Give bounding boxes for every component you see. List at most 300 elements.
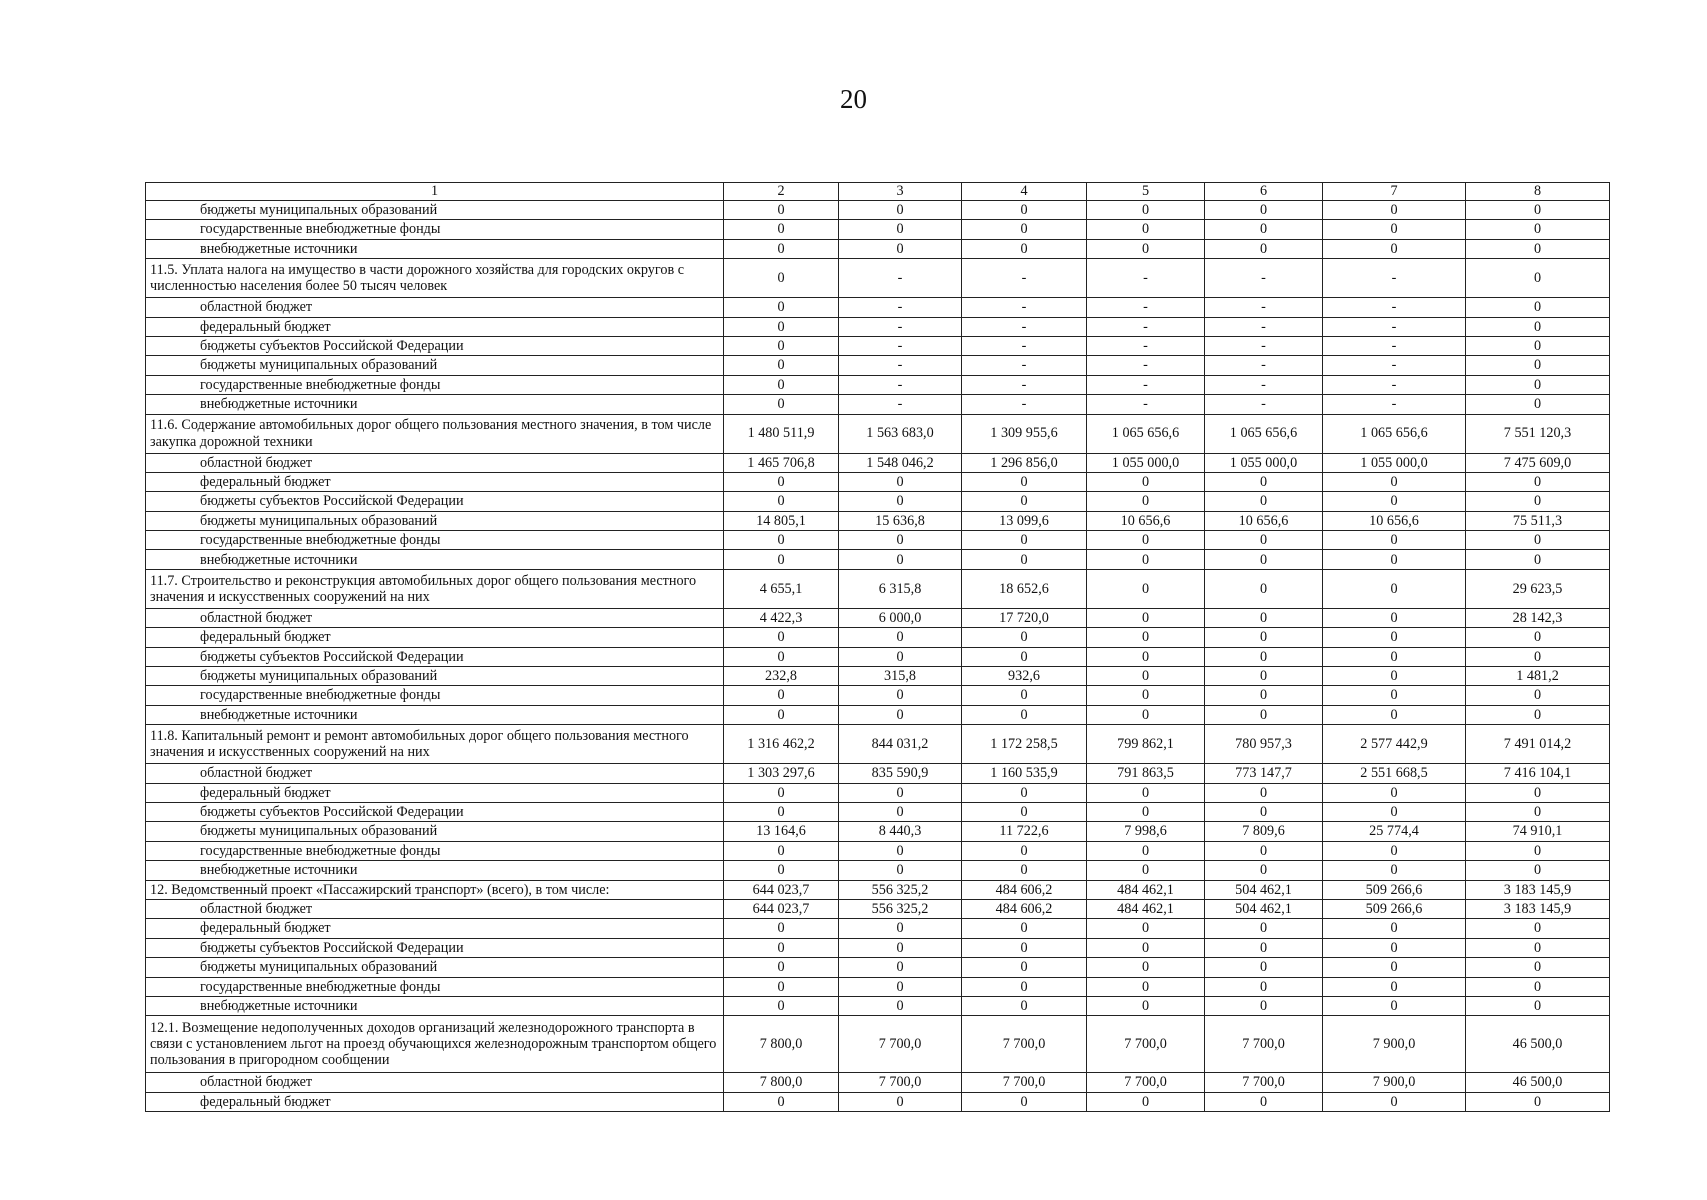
value-cell: 18 652,6 <box>962 569 1087 608</box>
value-cell: - <box>962 356 1087 375</box>
value-cell: 1 065 656,6 <box>1205 414 1323 453</box>
value-cell: 0 <box>724 375 839 394</box>
value-cell: 7 700,0 <box>962 1016 1087 1073</box>
value-cell: 0 <box>1205 861 1323 880</box>
table-row-subitem <box>146 705 1610 724</box>
value-cell: 0 <box>1087 550 1205 569</box>
value-cell: 0 <box>1087 239 1205 258</box>
value-cell: 0 <box>1323 220 1466 239</box>
value-cell: 0 <box>1205 958 1323 977</box>
row-label: федеральный бюджет <box>146 472 724 491</box>
value-cell: 0 <box>724 317 839 336</box>
value-cell: - <box>839 375 962 394</box>
row-label: 11.8. Капитальный ремонт и ремонт автомобильных дорог общего пользования местного значения и искусственных сооружений на них <box>146 725 724 764</box>
value-cell: - <box>1323 298 1466 317</box>
value-cell: 0 <box>724 705 839 724</box>
value-cell: 7 491 014,2 <box>1466 725 1610 764</box>
table-row-subitem <box>146 977 1610 996</box>
table-row-subitem <box>146 996 1610 1015</box>
value-cell: 0 <box>1466 958 1610 977</box>
value-cell: 7 800,0 <box>724 1016 839 1073</box>
row-label: 11.7. Строительство и реконструкция автомобильных дорог общего пользования местного значения и искусственных сооружений на них <box>146 569 724 608</box>
value-cell: 7 416 104,1 <box>1466 764 1610 783</box>
value-cell: 0 <box>1087 977 1205 996</box>
value-cell: 0 <box>1466 686 1610 705</box>
row-label: бюджеты муниципальных образований <box>146 667 724 686</box>
row-label: федеральный бюджет <box>146 783 724 802</box>
value-cell: 1 481,2 <box>1466 667 1610 686</box>
value-cell: 0 <box>839 550 962 569</box>
value-cell: 14 805,1 <box>724 511 839 530</box>
value-cell: 0 <box>1466 996 1610 1015</box>
value-cell: 0 <box>1205 492 1323 511</box>
value-cell: 1 309 955,6 <box>962 414 1087 453</box>
table-row-item <box>146 569 1610 608</box>
table-row-item <box>146 259 1610 298</box>
table-row-subitem <box>146 899 1610 918</box>
value-cell: 0 <box>724 938 839 957</box>
row-label: внебюджетные источники <box>146 395 724 414</box>
column-number: 3 <box>839 183 962 201</box>
value-cell: 0 <box>1205 841 1323 860</box>
value-cell: 0 <box>1466 919 1610 938</box>
value-cell: 0 <box>724 977 839 996</box>
value-cell: 0 <box>839 239 962 258</box>
value-cell: 1 303 297,6 <box>724 764 839 783</box>
value-cell: - <box>1087 317 1205 336</box>
value-cell: 0 <box>1087 861 1205 880</box>
value-cell: 1 465 706,8 <box>724 453 839 472</box>
value-cell: 0 <box>1323 201 1466 220</box>
value-cell: 0 <box>1466 938 1610 957</box>
value-cell: 0 <box>839 1092 962 1111</box>
value-cell: 1 296 856,0 <box>962 453 1087 472</box>
value-cell: 0 <box>1087 686 1205 705</box>
value-cell: 7 700,0 <box>839 1016 962 1073</box>
value-cell: 74 910,1 <box>1466 822 1610 841</box>
table-row-subitem <box>146 822 1610 841</box>
row-label: бюджеты субъектов Российской Федерации <box>146 938 724 957</box>
value-cell: 17 720,0 <box>962 608 1087 627</box>
value-cell: 0 <box>1466 977 1610 996</box>
value-cell: - <box>1323 317 1466 336</box>
table-row-subitem <box>146 492 1610 511</box>
value-cell: 7 900,0 <box>1323 1016 1466 1073</box>
row-label: областной бюджет <box>146 764 724 783</box>
value-cell: 25 774,4 <box>1323 822 1466 841</box>
value-cell: - <box>1087 259 1205 298</box>
value-cell: 0 <box>1466 472 1610 491</box>
value-cell: 0 <box>724 492 839 511</box>
value-cell: 0 <box>1087 201 1205 220</box>
value-cell: 0 <box>1466 336 1610 355</box>
value-cell: 0 <box>1205 705 1323 724</box>
value-cell: 0 <box>1205 569 1323 608</box>
value-cell: 0 <box>1205 1092 1323 1111</box>
value-cell: 556 325,2 <box>839 880 962 899</box>
table-row-subitem <box>146 938 1610 957</box>
table-row-subitem <box>146 356 1610 375</box>
value-cell: 0 <box>962 705 1087 724</box>
value-cell: 835 590,9 <box>839 764 962 783</box>
value-cell: 28 142,3 <box>1466 608 1610 627</box>
value-cell: 0 <box>1466 861 1610 880</box>
table-row-subitem <box>146 472 1610 491</box>
table-row-subitem <box>146 550 1610 569</box>
value-cell: 7 700,0 <box>1205 1016 1323 1073</box>
table-row-subitem <box>146 1092 1610 1111</box>
value-cell: 0 <box>962 531 1087 550</box>
value-cell: - <box>962 298 1087 317</box>
row-label: бюджеты муниципальных образований <box>146 511 724 530</box>
value-cell: 0 <box>1205 550 1323 569</box>
row-label: бюджеты муниципальных образований <box>146 201 724 220</box>
value-cell: 0 <box>1087 667 1205 686</box>
value-cell: 0 <box>962 919 1087 938</box>
value-cell: 0 <box>1087 492 1205 511</box>
value-cell: - <box>1205 375 1323 394</box>
value-cell: 0 <box>1466 705 1610 724</box>
row-label: государственные внебюджетные фонды <box>146 841 724 860</box>
value-cell: 1 065 656,6 <box>1323 414 1466 453</box>
table-row-subitem <box>146 336 1610 355</box>
value-cell: 0 <box>962 938 1087 957</box>
value-cell: - <box>839 336 962 355</box>
value-cell: 0 <box>724 336 839 355</box>
value-cell: 315,8 <box>839 667 962 686</box>
value-cell: 0 <box>1323 977 1466 996</box>
value-cell: 7 700,0 <box>839 1073 962 1092</box>
value-cell: 0 <box>962 977 1087 996</box>
value-cell: 0 <box>724 919 839 938</box>
table-row-subitem <box>146 647 1610 666</box>
value-cell: 0 <box>1323 686 1466 705</box>
table-row-subitem <box>146 375 1610 394</box>
value-cell: 0 <box>1466 550 1610 569</box>
table-row-subitem <box>146 395 1610 414</box>
value-cell: 0 <box>1205 977 1323 996</box>
value-cell: 0 <box>962 861 1087 880</box>
row-label: областной бюджет <box>146 453 724 472</box>
row-label: государственные внебюджетные фонды <box>146 220 724 239</box>
value-cell: 484 606,2 <box>962 880 1087 899</box>
value-cell: 0 <box>724 395 839 414</box>
value-cell: 0 <box>1087 1092 1205 1111</box>
value-cell: - <box>1205 336 1323 355</box>
value-cell: 7 700,0 <box>1087 1016 1205 1073</box>
value-cell: 0 <box>724 259 839 298</box>
row-label: 11.5. Уплата налога на имущество в части дорожного хозяйства для городских округов с численностью населения более 50 тысяч человек <box>146 259 724 298</box>
value-cell: 0 <box>962 783 1087 802</box>
value-cell: 7 700,0 <box>962 1073 1087 1092</box>
value-cell: 0 <box>1323 647 1466 666</box>
row-label: областной бюджет <box>146 1073 724 1092</box>
value-cell: - <box>1323 375 1466 394</box>
value-cell: 0 <box>1205 667 1323 686</box>
value-cell: 0 <box>1205 239 1323 258</box>
value-cell: 799 862,1 <box>1087 725 1205 764</box>
value-cell: - <box>1087 395 1205 414</box>
value-cell: - <box>1323 395 1466 414</box>
value-cell: 0 <box>1205 919 1323 938</box>
value-cell: 0 <box>1205 996 1323 1015</box>
value-cell: 556 325,2 <box>839 899 962 918</box>
value-cell: 0 <box>1323 958 1466 977</box>
row-label: государственные внебюджетные фонды <box>146 375 724 394</box>
table-row-subitem <box>146 764 1610 783</box>
value-cell: 46 500,0 <box>1466 1016 1610 1073</box>
table-row-item <box>146 414 1610 453</box>
column-number: 1 <box>146 183 724 201</box>
value-cell: 8 440,3 <box>839 822 962 841</box>
value-cell: 0 <box>1466 375 1610 394</box>
value-cell: 0 <box>1466 317 1610 336</box>
value-cell: 0 <box>1205 531 1323 550</box>
value-cell: 0 <box>1087 531 1205 550</box>
value-cell: 10 656,6 <box>1205 511 1323 530</box>
value-cell: 0 <box>724 220 839 239</box>
value-cell: 0 <box>1323 239 1466 258</box>
value-cell: 0 <box>1466 783 1610 802</box>
row-label: бюджеты муниципальных образований <box>146 822 724 841</box>
value-cell: 3 183 145,9 <box>1466 899 1610 918</box>
value-cell: 0 <box>962 841 1087 860</box>
value-cell: 0 <box>962 220 1087 239</box>
value-cell: 0 <box>1205 938 1323 957</box>
value-cell: 1 480 511,9 <box>724 414 839 453</box>
table-row-item <box>146 725 1610 764</box>
value-cell: 509 266,6 <box>1323 880 1466 899</box>
value-cell: 0 <box>724 647 839 666</box>
value-cell: 0 <box>1087 472 1205 491</box>
value-cell: 0 <box>1087 841 1205 860</box>
budget-table <box>145 182 1610 1112</box>
value-cell: 0 <box>1323 705 1466 724</box>
value-cell: 0 <box>839 996 962 1015</box>
value-cell: 0 <box>1323 802 1466 821</box>
value-cell: 0 <box>839 686 962 705</box>
value-cell: - <box>962 317 1087 336</box>
value-cell: - <box>1205 298 1323 317</box>
table-row-subitem <box>146 919 1610 938</box>
value-cell: 0 <box>724 958 839 977</box>
value-cell: 0 <box>1466 259 1610 298</box>
value-cell: - <box>1323 259 1466 298</box>
value-cell: 0 <box>839 861 962 880</box>
value-cell: - <box>839 259 962 298</box>
row-label: внебюджетные источники <box>146 239 724 258</box>
table-row-subitem <box>146 317 1610 336</box>
column-number: 4 <box>962 183 1087 201</box>
value-cell: - <box>1205 259 1323 298</box>
value-cell: 484 606,2 <box>962 899 1087 918</box>
value-cell: 1 172 258,5 <box>962 725 1087 764</box>
row-label: внебюджетные источники <box>146 861 724 880</box>
value-cell: 0 <box>1087 802 1205 821</box>
value-cell: 0 <box>962 647 1087 666</box>
value-cell: 0 <box>962 628 1087 647</box>
value-cell: - <box>1323 336 1466 355</box>
value-cell: 0 <box>839 919 962 938</box>
value-cell: 773 147,7 <box>1205 764 1323 783</box>
value-cell: 0 <box>1205 472 1323 491</box>
value-cell: 1 316 462,2 <box>724 725 839 764</box>
value-cell: 0 <box>839 492 962 511</box>
row-label: федеральный бюджет <box>146 1092 724 1111</box>
value-cell: 0 <box>962 201 1087 220</box>
value-cell: - <box>839 298 962 317</box>
table-row-subitem <box>146 453 1610 472</box>
value-cell: 0 <box>1466 220 1610 239</box>
value-cell: 780 957,3 <box>1205 725 1323 764</box>
value-cell: 0 <box>1466 802 1610 821</box>
row-label: 12.1. Возмещение недополученных доходов организаций железнодорожного транспорта в связи с установлением льгот на проезд обучающихся железнодорожным транспортом общего пользования в пригородном сообщении <box>146 1016 724 1073</box>
value-cell: - <box>962 375 1087 394</box>
value-cell: 0 <box>1466 239 1610 258</box>
table-row-subitem <box>146 608 1610 627</box>
table-row-subitem <box>146 958 1610 977</box>
value-cell: 0 <box>1087 220 1205 239</box>
value-cell: 29 623,5 <box>1466 569 1610 608</box>
value-cell: - <box>1087 298 1205 317</box>
value-cell: 0 <box>1323 1092 1466 1111</box>
value-cell: 0 <box>1323 861 1466 880</box>
value-cell: 0 <box>1323 628 1466 647</box>
value-cell: - <box>962 395 1087 414</box>
value-cell: 0 <box>962 958 1087 977</box>
row-label: внебюджетные источники <box>146 705 724 724</box>
value-cell: 7 998,6 <box>1087 822 1205 841</box>
column-number-row <box>146 183 1610 201</box>
table-row-subitem <box>146 861 1610 880</box>
value-cell: - <box>839 356 962 375</box>
value-cell: 0 <box>1087 628 1205 647</box>
value-cell: - <box>839 317 962 336</box>
value-cell: 0 <box>839 647 962 666</box>
value-cell: - <box>1087 375 1205 394</box>
value-cell: 7 700,0 <box>1205 1073 1323 1092</box>
value-cell: 0 <box>962 686 1087 705</box>
value-cell: 0 <box>839 977 962 996</box>
value-cell: 0 <box>1466 298 1610 317</box>
column-number: 5 <box>1087 183 1205 201</box>
value-cell: 0 <box>1323 783 1466 802</box>
value-cell: 0 <box>839 802 962 821</box>
value-cell: 0 <box>1205 686 1323 705</box>
column-number: 6 <box>1205 183 1323 201</box>
value-cell: 0 <box>1087 569 1205 608</box>
value-cell: - <box>1087 356 1205 375</box>
value-cell: 0 <box>1323 531 1466 550</box>
column-number: 8 <box>1466 183 1610 201</box>
row-label: бюджеты муниципальных образований <box>146 958 724 977</box>
value-cell: 0 <box>1323 550 1466 569</box>
value-cell: 1 065 656,6 <box>1087 414 1205 453</box>
value-cell: 0 <box>1087 705 1205 724</box>
table-row-subitem <box>146 628 1610 647</box>
row-label: бюджеты муниципальных образований <box>146 356 724 375</box>
value-cell: 46 500,0 <box>1466 1073 1610 1092</box>
value-cell: 0 <box>1466 841 1610 860</box>
page-number: 20 <box>840 84 867 114</box>
value-cell: 0 <box>724 802 839 821</box>
value-cell: 0 <box>1205 628 1323 647</box>
value-cell: 0 <box>724 531 839 550</box>
value-cell: 0 <box>1323 919 1466 938</box>
value-cell: 0 <box>1205 220 1323 239</box>
value-cell: 0 <box>724 201 839 220</box>
value-cell: 0 <box>1087 608 1205 627</box>
table-row-subitem <box>146 239 1610 258</box>
value-cell: 932,6 <box>962 667 1087 686</box>
column-number: 7 <box>1323 183 1466 201</box>
value-cell: 0 <box>724 628 839 647</box>
value-cell: 484 462,1 <box>1087 880 1205 899</box>
value-cell: 0 <box>839 958 962 977</box>
value-cell: 0 <box>724 996 839 1015</box>
value-cell: 0 <box>1466 628 1610 647</box>
value-cell: 644 023,7 <box>724 899 839 918</box>
value-cell: 3 183 145,9 <box>1466 880 1610 899</box>
row-label: внебюджетные источники <box>146 550 724 569</box>
table-row-subitem <box>146 783 1610 802</box>
value-cell: 7 900,0 <box>1323 1073 1466 1092</box>
value-cell: 0 <box>1323 667 1466 686</box>
value-cell: 0 <box>962 239 1087 258</box>
table-row-subitem <box>146 531 1610 550</box>
value-cell: - <box>1323 356 1466 375</box>
value-cell: 10 656,6 <box>1323 511 1466 530</box>
value-cell: 1 160 535,9 <box>962 764 1087 783</box>
table-row-subitem <box>146 1073 1610 1092</box>
row-label: внебюджетные источники <box>146 996 724 1015</box>
value-cell: 0 <box>839 783 962 802</box>
value-cell: 0 <box>1466 1092 1610 1111</box>
value-cell: 0 <box>724 550 839 569</box>
value-cell: 0 <box>1087 958 1205 977</box>
value-cell: 0 <box>724 841 839 860</box>
value-cell: 504 462,1 <box>1205 880 1323 899</box>
row-label: областной бюджет <box>146 608 724 627</box>
value-cell: 0 <box>724 861 839 880</box>
value-cell: 0 <box>1205 783 1323 802</box>
table-body <box>146 183 1610 1112</box>
row-label: 12. Ведомственный проект «Пассажирский транспорт» (всего), в том числе: <box>146 880 724 899</box>
value-cell: 0 <box>839 938 962 957</box>
value-cell: - <box>1205 317 1323 336</box>
value-cell: 0 <box>839 628 962 647</box>
row-label: бюджеты субъектов Российской Федерации <box>146 647 724 666</box>
row-label: государственные внебюджетные фонды <box>146 977 724 996</box>
row-label: бюджеты субъектов Российской Федерации <box>146 802 724 821</box>
value-cell: 0 <box>962 996 1087 1015</box>
value-cell: 0 <box>724 298 839 317</box>
value-cell: 6 000,0 <box>839 608 962 627</box>
value-cell: 0 <box>839 472 962 491</box>
value-cell: 0 <box>839 201 962 220</box>
row-label: областной бюджет <box>146 899 724 918</box>
value-cell: 15 636,8 <box>839 511 962 530</box>
row-label: федеральный бюджет <box>146 317 724 336</box>
value-cell: 0 <box>839 531 962 550</box>
table-row-subitem <box>146 220 1610 239</box>
value-cell: 10 656,6 <box>1087 511 1205 530</box>
value-cell: 0 <box>1466 201 1610 220</box>
value-cell: 7 800,0 <box>724 1073 839 1092</box>
table-row-subitem <box>146 686 1610 705</box>
table-row-subitem <box>146 841 1610 860</box>
value-cell: 2 577 442,9 <box>1323 725 1466 764</box>
